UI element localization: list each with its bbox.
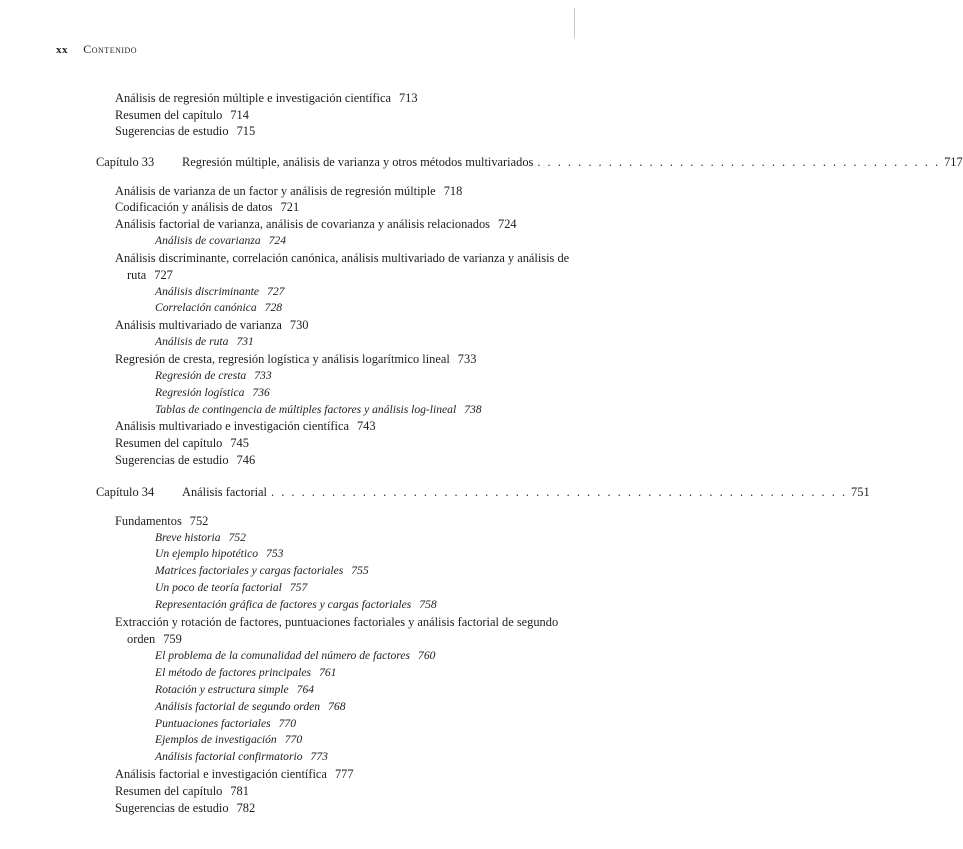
toc-entry: Análisis discriminante, correlación canónica, análisis multivariado de varianza y análisis de ruta 727 bbox=[115, 251, 570, 282]
toc-entry: Sugerencias de estudio 746 bbox=[115, 453, 256, 467]
toc-entry: Análisis de regresión múltiple e investigación científica 713 bbox=[115, 91, 418, 105]
toc-subentry: Regresión logística 736 bbox=[155, 386, 270, 399]
toc-subentry: Un poco de teoría factorial 757 bbox=[155, 581, 308, 594]
chapter-title: Regresión múltiple, análisis de varianza y otros métodos multivariados bbox=[182, 155, 534, 169]
toc-subentry: El método de factores principales 761 bbox=[155, 666, 337, 679]
toc-entry: Sugerencias de estudio 782 bbox=[115, 801, 256, 815]
toc-entry: Resumen del capítulo 714 bbox=[115, 108, 249, 122]
chapter-heading bbox=[96, 484, 870, 500]
chapter-heading bbox=[96, 154, 963, 170]
toc-subentry: Rotación y estructura simple 764 bbox=[155, 683, 315, 696]
toc-entry: Análisis de varianza de un factor y análisis de regresión múltiple 718 bbox=[115, 184, 463, 198]
toc-subentry: Correlación canónica 728 bbox=[155, 301, 283, 314]
toc-entry: Análisis multivariado de varianza 730 bbox=[115, 318, 309, 332]
toc-subentry: Análisis factorial confirmatorio 773 bbox=[155, 750, 328, 763]
toc-entry: Codificación y análisis de datos 721 bbox=[115, 200, 300, 214]
toc-subentry: Puntuaciones factoriales 770 bbox=[155, 717, 296, 730]
toc-subentry: Análisis discriminante 727 bbox=[155, 285, 285, 298]
toc-entry: Extracción y rotación de factores, puntuaciones factoriales y análisis factorial de segundo orden 759 bbox=[115, 615, 559, 646]
toc-subentry: Análisis de covarianza 724 bbox=[155, 234, 287, 247]
toc-subentry: Análisis factorial de segundo orden 768 bbox=[155, 700, 346, 713]
leader-dots: . . . . . . . . . . . . . . . . . . . . . . . . . . . . . . . . . . . . . . . . . . . . . . . . . . . . . . . . . bbox=[271, 485, 848, 499]
running-head bbox=[56, 42, 137, 57]
toc-entry: Análisis factorial de varianza, análisis de covarianza y análisis relacionados 724 bbox=[115, 217, 517, 231]
chapter-number: Capítulo 34 bbox=[96, 485, 155, 499]
toc-entry: Análisis factorial e investigación científica 777 bbox=[115, 767, 354, 781]
leader-dots: . . . . . . . . . . . . . . . . . . . . . . . . . . . . . . . . . . . . . . . . bbox=[537, 155, 941, 169]
toc-entry: Fundamentos 752 bbox=[115, 514, 209, 528]
toc-entry: Resumen del capítulo 781 bbox=[115, 784, 249, 798]
chapter-title: Análisis factorial bbox=[182, 485, 267, 499]
page-edge-line bbox=[574, 8, 575, 38]
toc-subentry: Tablas de contingencia de múltiples factores y análisis log-lineal 738 bbox=[155, 403, 482, 416]
toc-subentry: Análisis de ruta 731 bbox=[155, 335, 254, 348]
chapter-page: 717 bbox=[944, 155, 963, 169]
chapter-number: Capítulo 33 bbox=[96, 155, 155, 169]
toc-entry: Análisis multivariado e investigación científica 743 bbox=[115, 419, 376, 433]
toc-subentry: Breve historia 752 bbox=[155, 531, 246, 544]
toc-subentry: Representación gráfica de factores y cargas factoriales 758 bbox=[155, 598, 437, 611]
chapter-page: 751 bbox=[851, 485, 870, 499]
toc-subentry: Ejemplos de investigación 770 bbox=[155, 733, 303, 746]
toc-subentry: Regresión de cresta 733 bbox=[155, 369, 272, 382]
toc-entry: Sugerencias de estudio 715 bbox=[115, 124, 256, 138]
toc-subentry: El problema de la comunalidad del número de factores 760 bbox=[155, 649, 436, 662]
toc-entry: Regresión de cresta, regresión logística y análisis logarítmico lineal 733 bbox=[115, 352, 477, 366]
toc-subentry: Matrices factoriales y cargas factoriales 755 bbox=[155, 564, 369, 577]
page-number: xx bbox=[56, 44, 68, 56]
running-title: Contenido bbox=[83, 42, 138, 56]
toc-subentry: Un ejemplo hipotético 753 bbox=[155, 547, 284, 560]
toc-entry: Resumen del capítulo 745 bbox=[115, 436, 249, 450]
